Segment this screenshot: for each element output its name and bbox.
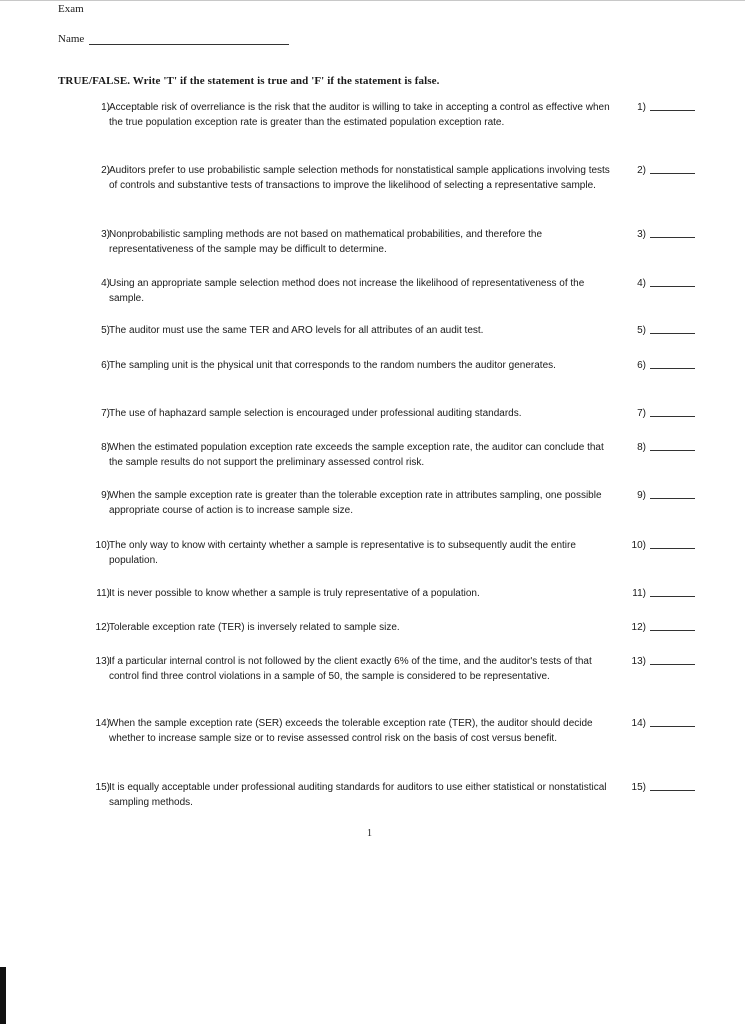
question-text: It is never possible to know whether a sample is truly representative of a population.: [109, 588, 480, 599]
question-number: 10): [95, 540, 110, 551]
question-number: 9): [101, 490, 110, 501]
question-text: When the sample exception rate (SER) exceeds the tolerable exception rate (TER), the auditor should decide whether to increase sample size or to revise assessed control risk on the basis of cost versus benefit.: [109, 718, 593, 744]
answer-label: 8): [637, 442, 646, 453]
instructions-heading: TRUE/FALSE. Write 'T' if the statement is true and 'F' if the statement is false.: [58, 75, 440, 87]
answer-label: 5): [637, 325, 646, 336]
question-text: When the estimated population exception rate exceeds the sample exception rate, the auditor can conclude that the sample results do not support the preliminary assessed control risk.: [109, 442, 604, 468]
question-text: If a particular internal control is not followed by the client exactly 6% of the time, and the auditor's tests of that control find three control violations in a sample of 50, the sample is considered to be representative.: [109, 656, 592, 682]
answer-blank[interactable]: [650, 173, 695, 174]
question-text: The use of haphazard sample selection is encouraged under professional auditing standards.: [109, 408, 522, 419]
answer-label: 15): [631, 782, 646, 793]
question-number: 7): [101, 408, 110, 419]
question-number: 14): [95, 718, 110, 729]
answer-label: 1): [637, 102, 646, 113]
question-text: It is equally acceptable under professional auditing standards for auditors to use either statistical or nonstatistical sampling methods.: [109, 782, 607, 808]
name-blank-line[interactable]: [89, 44, 289, 45]
question-text: The only way to know with certainty whether a sample is representative is to subsequently audit the entire population.: [109, 540, 576, 566]
answer-label: 10): [631, 540, 646, 551]
page-number: 1: [367, 828, 372, 839]
question-number: 3): [101, 229, 110, 240]
answer-label: 3): [637, 229, 646, 240]
page-top-edge: [0, 0, 745, 1]
answer-label: 9): [637, 490, 646, 501]
answer-blank[interactable]: [650, 790, 695, 791]
question-number: 1): [101, 102, 110, 113]
question-text: Nonprobabilistic sampling methods are not based on mathematical probabilities, and therefore the representativeness of the sample may be difficult to determine.: [109, 229, 543, 255]
question-text: The sampling unit is the physical unit that corresponds to the random numbers the auditor generates.: [109, 360, 556, 371]
answer-blank[interactable]: [650, 596, 695, 597]
answer-blank[interactable]: [650, 416, 695, 417]
answer-blank[interactable]: [650, 450, 695, 451]
question-number: 12): [95, 622, 110, 633]
scan-edge-shadow: [0, 967, 6, 1024]
answer-label: 14): [631, 718, 646, 729]
answer-blank[interactable]: [650, 664, 695, 665]
question-text: Tolerable exception rate (TER) is inversely related to sample size.: [109, 622, 400, 633]
question-number: 4): [101, 278, 110, 289]
answer-blank[interactable]: [650, 110, 695, 111]
exam-label: Exam: [58, 3, 84, 15]
answer-label: 7): [637, 408, 646, 419]
answer-blank[interactable]: [650, 333, 695, 334]
answer-blank[interactable]: [650, 498, 695, 499]
answer-label: 13): [631, 656, 646, 667]
question-number: 8): [101, 442, 110, 453]
question-number: 11): [96, 588, 110, 599]
answer-label: 4): [637, 278, 646, 289]
answer-blank[interactable]: [650, 726, 695, 727]
answer-blank[interactable]: [650, 630, 695, 631]
question-number: 6): [101, 360, 110, 371]
question-text: The auditor must use the same TER and ARO levels for all attributes of an audit test.: [109, 325, 484, 336]
question-number: 15): [95, 782, 110, 793]
question-number: 5): [101, 325, 110, 336]
answer-blank[interactable]: [650, 368, 695, 369]
question-text: Auditors prefer to use probabilistic sample selection methods for nonstatistical sample applications involving tests of controls and substantive tests of transactions to improve the likelihood of selecting a representative sample.: [109, 165, 610, 191]
answer-blank[interactable]: [650, 237, 695, 238]
question-number: 13): [95, 656, 110, 667]
question-number: 2): [101, 165, 110, 176]
answer-blank[interactable]: [650, 286, 695, 287]
answer-label: 12): [631, 622, 646, 633]
answer-label: 2): [637, 165, 646, 176]
answer-label: 11): [632, 588, 646, 599]
answer-blank[interactable]: [650, 548, 695, 549]
question-text: Using an appropriate sample selection method does not increase the likelihood of representativeness of the sample.: [109, 278, 585, 304]
answer-label: 6): [637, 360, 646, 371]
question-text: Acceptable risk of overreliance is the risk that the auditor is willing to take in accepting a control as effective when the true population exception rate is greater than the estimated population exception rate.: [109, 102, 610, 128]
name-label: Name: [58, 33, 85, 45]
question-text: When the sample exception rate is greater than the tolerable exception rate in attributes sampling, one possible appropriate course of action is to increase sample size.: [109, 490, 602, 516]
